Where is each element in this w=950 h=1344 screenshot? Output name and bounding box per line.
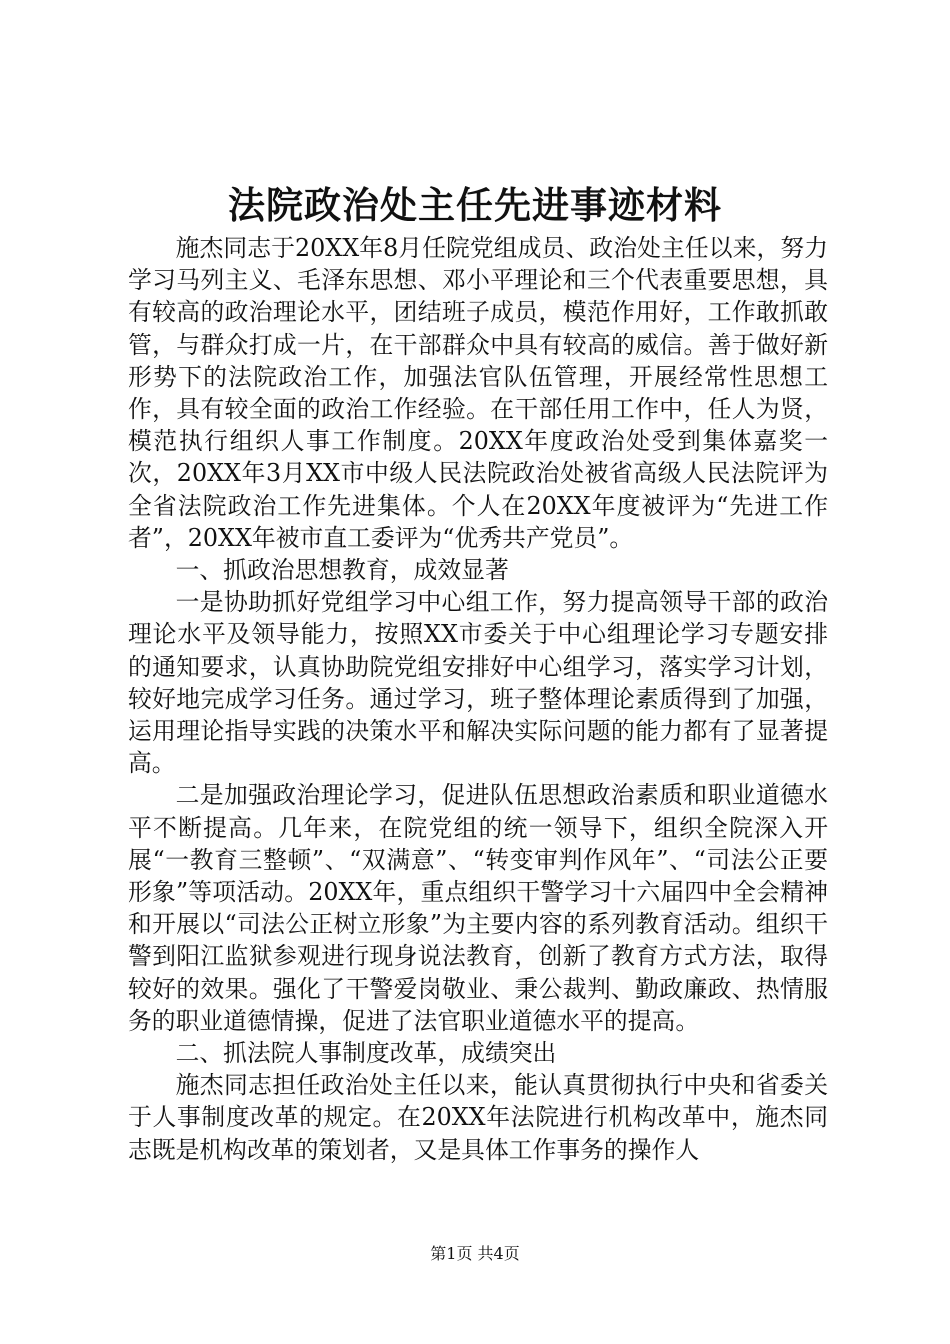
document-body — [128, 232, 828, 1166]
page-footer: 第1页 共4页 — [430, 1244, 520, 1263]
section-heading-1: 一、抓政治思想教育，成效显著 — [175, 556, 509, 585]
body-paragraph: 二是加强政治理论学习，促进队伍思想政治素质和职业道德水平不断提高。几年来，在院党组的统一领导下，组织全院深入开展“一教育三整顿”、“双满意”、“转变审判作风年”、“司法公正要形象”等项活动。20XX年，重点组织干警学习十六届四中全会精神和开展以“司法公正树立形象”为主要内容的系列教育活动。组织干警到阳江监狱参观进行现身说法教育，创新了教育方式方法，取得较好的效果。强化了干警爱岗敬业、秉公裁判、勤政廉政、热情服务的职业道德情操，促进了法官职业道德水平的提高。 — [128, 781, 828, 1035]
section-heading-2: 二、抓法院人事制度改革，成绩突出 — [175, 1039, 557, 1068]
document-title: 法院政治处主任先进事迹材料 — [228, 183, 722, 227]
intro-paragraph: 施杰同志于20XX年8月任院党组成员、政治处主任以来，努力学习马列主义、毛泽东思想、邓小平理论和三个代表重要思想，具有较高的政治理论水平，团结班子成员，模范作用好，工作敢抓敢管，与群众打成一片，在干部群众中具有较高的威信。善于做好新形势下的法院政治工作，加强法官队伍管理，开展经常性思想工作，具有较全面的政治工作经验。在干部任用工作中，任人为贤，模范执行组织人事工作制度。20XX年度政治处受到集体嘉奖一次，20XX年3月XX市中级人民法院政治处被省高级人民法院评为全省法院政治工作先进集体。个人在20XX年度被评为“先进工作者”，20XX年被市直工委评为“优秀共产党员”。 — [128, 234, 828, 552]
body-paragraph: 一是协助抓好党组学习中心组工作，努力提高领导干部的政治理论水平及领导能力，按照XX市委关于中心组理论学习专题安排的通知要求，认真协助院党组安排好中心组学习，落实学习计划，较好地完成学习任务。通过学习，班子整体理论素质得到了加强，运用理论指导实践的决策水平和解决实际问题的能力都有了显著提高。 — [128, 588, 828, 778]
body-paragraph: 施杰同志担任政治处主任以来，能认真贯彻执行中央和省委关于人事制度改革的规定。在20XX年法院进行机构改革中，施杰同志既是机构改革的策划者，又是具体工作事务的操作人 — [128, 1071, 828, 1164]
